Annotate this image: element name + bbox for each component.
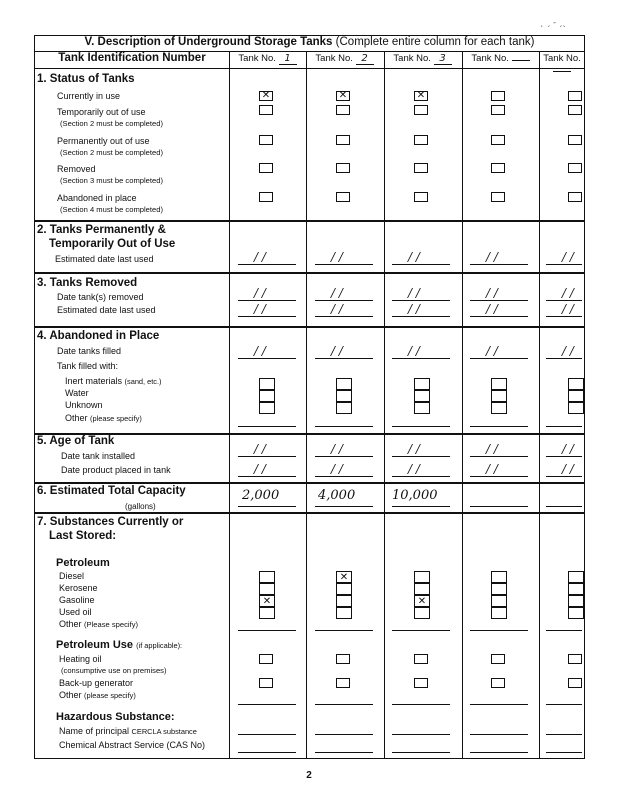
date-product-placed: Date product placed in tank: [61, 465, 171, 475]
date-last-used-value: / /: [331, 302, 343, 316]
date-product-placed-value: / /: [331, 462, 343, 476]
date-last-used-line[interactable]: [392, 264, 450, 265]
capacity-line[interactable]: [315, 506, 373, 507]
petroleum-checkbox[interactable]: [336, 583, 352, 595]
fill-checkbox[interactable]: [491, 378, 507, 390]
petroleum-other-line[interactable]: [470, 630, 528, 631]
petroleum-checkbox[interactable]: [259, 607, 275, 619]
status-checkbox[interactable]: [414, 192, 428, 202]
hazardous-field-line[interactable]: [315, 734, 373, 735]
status-checkbox[interactable]: [336, 163, 350, 173]
petroleum-checkbox[interactable]: [259, 583, 275, 595]
date-filled-line[interactable]: [546, 358, 582, 359]
date-product-placed-value: / /: [486, 462, 498, 476]
fill-checkbox[interactable]: [259, 390, 275, 402]
date-product-placed-line[interactable]: [392, 476, 450, 477]
date-installed-value: / /: [408, 442, 420, 456]
status-note: (Section 2 must be completed): [60, 148, 163, 157]
check-mark: ✕: [262, 596, 272, 607]
date-installed-line[interactable]: [546, 456, 582, 457]
status-checkbox[interactable]: [414, 135, 428, 145]
status-note: (Section 2 must be completed): [60, 119, 163, 128]
fill-checkbox[interactable]: [336, 378, 352, 390]
form-title-instruction: (Complete entire column for each tank): [335, 36, 535, 48]
use-other: Other (please specify): [59, 690, 136, 700]
date-last-used-line[interactable]: [238, 264, 296, 265]
section-7-heading: 7. Substances Currently or: [37, 516, 184, 528]
date-product-placed-value: / /: [562, 462, 574, 476]
capacity-line[interactable]: [238, 506, 296, 507]
tank-column-header: Tank No. 1: [229, 53, 306, 65]
date-filled-value: / /: [562, 344, 574, 358]
petroleum-use-checkbox[interactable]: [336, 678, 350, 688]
date-product-placed-line[interactable]: [470, 476, 528, 477]
date-tank-installed: Date tank installed: [61, 451, 136, 461]
fill-water: Water: [65, 388, 89, 398]
column-divider: [384, 51, 385, 759]
petroleum-use-checkbox[interactable]: [336, 654, 350, 664]
fill-checkbox[interactable]: [491, 402, 507, 414]
tank-filled-with: Tank filled with:: [57, 361, 119, 371]
capacity-line[interactable]: [392, 506, 450, 507]
petroleum-checkbox[interactable]: [336, 595, 352, 607]
petroleum-checkbox[interactable]: [336, 607, 352, 619]
column-divider: [229, 51, 230, 759]
fill-checkbox[interactable]: [336, 402, 352, 414]
date-removed-value: / /: [486, 286, 498, 300]
tank-id-header: Tank Identification Number: [58, 52, 206, 64]
petroleum-checkbox[interactable]: [568, 571, 584, 583]
petroleum-checkbox[interactable]: [414, 607, 430, 619]
status-checkbox[interactable]: [568, 91, 582, 101]
hazardous-cas-number: Chemical Abstract Service (CAS No): [59, 740, 206, 750]
date-last-used-line[interactable]: [315, 264, 373, 265]
hazardous-field-line[interactable]: [315, 752, 373, 753]
date-last-used-value: / /: [408, 302, 420, 316]
hazardous-principal-name: Name of principal CERCLA substance: [59, 726, 197, 736]
status-abandoned: Abandoned in place: [57, 193, 137, 203]
date-product-placed-line[interactable]: [238, 476, 296, 477]
capacity-value[interactable]: 2,000: [242, 488, 280, 503]
date-removed-value: / /: [331, 286, 343, 300]
fill-checkbox[interactable]: [568, 378, 584, 390]
date-tanks-filled: Date tanks filled: [57, 346, 122, 356]
hazardous-field-line[interactable]: [392, 752, 450, 753]
status-checkbox[interactable]: [414, 163, 428, 173]
status-checkbox[interactable]: [414, 105, 428, 115]
petroleum-use-checkbox[interactable]: [259, 654, 273, 664]
petroleum-checkbox[interactable]: [414, 583, 430, 595]
capacity-line[interactable]: [546, 506, 582, 507]
petroleum-use-other-line[interactable]: [392, 704, 450, 705]
form-title-bold: V. Description of Underground Storage Tanks: [84, 36, 333, 48]
petroleum-checkbox[interactable]: [491, 595, 507, 607]
status-checkbox[interactable]: [491, 91, 505, 101]
column-divider: [539, 51, 540, 759]
status-checkbox[interactable]: [259, 135, 273, 145]
status-checkbox[interactable]: [568, 192, 582, 202]
date-installed-line[interactable]: [392, 456, 450, 457]
petroleum-use-other-line[interactable]: [315, 704, 373, 705]
tank-column-header: Tank No. 2: [306, 53, 383, 65]
hazardous-field-line[interactable]: [470, 752, 528, 753]
tank-number-field[interactable]: 2: [356, 53, 374, 65]
petroleum-checkbox[interactable]: [568, 583, 584, 595]
status-removed: Removed: [57, 164, 96, 174]
section-5-heading: 5. Age of Tank: [37, 435, 115, 447]
date-filled-line[interactable]: [392, 358, 450, 359]
date-last-used-line[interactable]: [546, 264, 582, 265]
petroleum-gasoline: Gasoline: [59, 595, 95, 605]
petroleum-other-line[interactable]: [238, 630, 296, 631]
use-backup-generator: Back-up generator: [59, 678, 134, 688]
fill-checkbox[interactable]: [568, 402, 584, 414]
petroleum-checkbox[interactable]: [568, 607, 584, 619]
divider: [34, 512, 585, 514]
date-removed-value: / /: [408, 286, 420, 300]
corner-mark: ˎ ˏ - ˏˎ: [540, 18, 567, 27]
date-last-used-line[interactable]: [238, 316, 296, 317]
date-filled-value: / /: [486, 344, 498, 358]
form-title: [34, 36, 585, 48]
petroleum-use-other-line[interactable]: [546, 704, 582, 705]
estimated-date-last-used: Estimated date last used: [57, 305, 156, 315]
petroleum-heading: Petroleum: [56, 557, 110, 569]
status-checkbox[interactable]: [568, 163, 582, 173]
status-checkbox[interactable]: [491, 192, 505, 202]
date-last-used-line[interactable]: [315, 316, 373, 317]
tank-column-header: Tank No.: [539, 53, 585, 75]
date-last-used-value: / /: [408, 250, 420, 264]
divider: [34, 220, 585, 222]
petroleum-use-checkbox[interactable]: [414, 678, 428, 688]
column-divider: [306, 51, 307, 759]
date-installed-value: / /: [486, 442, 498, 456]
status-checkbox[interactable]: [259, 163, 273, 173]
use-heating-note: (consumptive use on premises): [61, 666, 167, 675]
tank-number-field[interactable]: [553, 71, 571, 72]
date-installed-value: / /: [254, 442, 266, 456]
date-installed-value: / /: [331, 442, 343, 456]
petroleum-use-heading: Petroleum Use (if applicable):: [56, 639, 183, 651]
check-mark: ✕: [417, 596, 427, 607]
petroleum-checkbox[interactable]: [491, 571, 507, 583]
section-2-heading: 2. Tanks Permanently &: [37, 224, 166, 236]
date-removed-line[interactable]: [392, 300, 450, 301]
tank-number-field[interactable]: 3: [434, 53, 452, 65]
hazardous-field-line[interactable]: [470, 734, 528, 735]
date-product-placed-value: / /: [254, 462, 266, 476]
date-installed-line[interactable]: [315, 456, 373, 457]
date-last-used-value: / /: [486, 250, 498, 264]
status-note: (Section 3 must be completed): [60, 176, 163, 185]
fill-other-line[interactable]: [546, 426, 582, 427]
date-product-placed-line[interactable]: [315, 476, 373, 477]
date-product-placed-line[interactable]: [546, 476, 582, 477]
status-checkbox[interactable]: [491, 105, 505, 115]
hazardous-field-line[interactable]: [238, 734, 296, 735]
petroleum-other-line[interactable]: [392, 630, 450, 631]
estimated-date-last-used: Estimated date last used: [55, 254, 154, 264]
petroleum-other-line[interactable]: [546, 630, 582, 631]
fill-unknown: Unknown: [65, 400, 103, 410]
section-1-heading: 1. Status of Tanks: [37, 73, 135, 85]
date-filled-value: / /: [331, 344, 343, 358]
status-checkbox[interactable]: [568, 135, 582, 145]
page-number: 2: [306, 770, 312, 781]
date-removed-line[interactable]: [546, 300, 582, 301]
check-mark: ✕: [261, 90, 271, 101]
date-last-used-line[interactable]: [546, 316, 582, 317]
date-removed-line[interactable]: [315, 300, 373, 301]
divider: [34, 68, 585, 69]
tank-number-field[interactable]: [512, 60, 530, 61]
date-removed-line[interactable]: [470, 300, 528, 301]
hazardous-field-line[interactable]: [392, 734, 450, 735]
hazardous-field-line[interactable]: [546, 752, 582, 753]
date-filled-line[interactable]: [238, 358, 296, 359]
fill-checkbox[interactable]: [568, 390, 584, 402]
status-checkbox[interactable]: [336, 192, 350, 202]
status-checkbox[interactable]: [336, 135, 350, 145]
date-filled-value: / /: [408, 344, 420, 358]
petroleum-use-checkbox[interactable]: [491, 654, 505, 664]
status-checkbox[interactable]: [491, 163, 505, 173]
capacity-unit: (gallons): [125, 502, 156, 511]
section-7-heading-line2: Last Stored:: [49, 530, 117, 542]
date-last-used-value: / /: [254, 302, 266, 316]
date-installed-value: / /: [562, 442, 574, 456]
status-currently-in-use: Currently in use: [57, 91, 121, 101]
section-6-heading: 6. Estimated Total Capacity: [37, 485, 186, 497]
date-filled-line[interactable]: [315, 358, 373, 359]
check-mark: ✕: [338, 90, 348, 101]
date-last-used-value: / /: [254, 250, 266, 264]
use-heating-oil: Heating oil: [59, 654, 102, 664]
date-last-used-value: / /: [486, 302, 498, 316]
petroleum-use-other-line[interactable]: [470, 704, 528, 705]
check-mark: ✕: [416, 90, 426, 101]
divider: [34, 433, 585, 435]
divider: [34, 326, 585, 328]
fill-inert-materials: Inert materials (sand, etc.): [65, 376, 162, 386]
fill-checkbox[interactable]: [491, 390, 507, 402]
date-last-used-value: / /: [562, 250, 574, 264]
date-installed-line[interactable]: [238, 456, 296, 457]
status-checkbox[interactable]: [491, 135, 505, 145]
divider: [34, 272, 585, 274]
petroleum-checkbox[interactable]: [259, 571, 275, 583]
date-last-used-value: / /: [562, 302, 574, 316]
date-installed-line[interactable]: [470, 456, 528, 457]
date-tanks-removed: Date tank(s) removed: [57, 292, 144, 302]
status-temporarily-out: Temporarily out of use: [57, 107, 146, 117]
petroleum-checkbox[interactable]: [491, 583, 507, 595]
date-product-placed-value: / /: [408, 462, 420, 476]
date-filled-line[interactable]: [470, 358, 528, 359]
tank-number-field[interactable]: 1: [279, 53, 297, 65]
fill-other: Other (please specify): [65, 413, 142, 423]
fill-checkbox[interactable]: [336, 390, 352, 402]
capacity-value[interactable]: 4,000: [318, 488, 356, 503]
petroleum-use-checkbox[interactable]: [568, 654, 582, 664]
petroleum-used-oil: Used oil: [59, 607, 92, 617]
fill-checkbox[interactable]: [259, 378, 275, 390]
fill-other-line[interactable]: [315, 426, 373, 427]
fill-checkbox[interactable]: [414, 390, 430, 402]
tank-column-header: Tank No. 3: [384, 53, 461, 65]
hazardous-heading: Hazardous Substance:: [56, 711, 175, 723]
status-checkbox[interactable]: [259, 192, 273, 202]
petroleum-use-checkbox[interactable]: [491, 678, 505, 688]
date-removed-value: / /: [254, 286, 266, 300]
petroleum-other-line[interactable]: [315, 630, 373, 631]
hazardous-field-line[interactable]: [238, 752, 296, 753]
date-last-used-line[interactable]: [392, 316, 450, 317]
date-removed-value: / /: [562, 286, 574, 300]
petroleum-checkbox[interactable]: [414, 571, 430, 583]
petroleum-use-other-line[interactable]: [238, 704, 296, 705]
date-filled-value: / /: [254, 344, 266, 358]
status-permanently-out: Permanently out of use: [57, 136, 150, 146]
status-checkbox[interactable]: [336, 105, 350, 115]
petroleum-checkbox[interactable]: [568, 595, 584, 607]
fill-other-line[interactable]: [470, 426, 528, 427]
petroleum-use-checkbox[interactable]: [568, 678, 582, 688]
section-3-heading: 3. Tanks Removed: [37, 277, 138, 289]
date-removed-line[interactable]: [238, 300, 296, 301]
check-mark: ✕: [339, 572, 349, 583]
capacity-value[interactable]: 10,000: [392, 488, 438, 503]
status-note: (Section 4 must be completed): [60, 205, 163, 214]
petroleum-other: Other (Please specify): [59, 619, 139, 629]
petroleum-kerosene: Kerosene: [59, 583, 98, 593]
date-last-used-line[interactable]: [470, 316, 528, 317]
petroleum-use-checkbox[interactable]: [414, 654, 428, 664]
fill-other-line[interactable]: [392, 426, 450, 427]
fill-other-line[interactable]: [238, 426, 296, 427]
date-last-used-line[interactable]: [470, 264, 528, 265]
fill-checkbox[interactable]: [259, 402, 275, 414]
status-checkbox[interactable]: [259, 105, 273, 115]
fill-checkbox[interactable]: [414, 402, 430, 414]
section-4-heading: 4. Abandoned in Place: [37, 330, 160, 342]
column-divider: [462, 51, 463, 759]
hazardous-field-line[interactable]: [546, 734, 582, 735]
petroleum-checkbox[interactable]: [491, 607, 507, 619]
tank-column-header: Tank No.: [462, 53, 539, 64]
petroleum-diesel: Diesel: [59, 571, 85, 581]
status-checkbox[interactable]: [568, 105, 582, 115]
petroleum-use-checkbox[interactable]: [259, 678, 273, 688]
section-2-heading-line2: Temporarily Out of Use: [49, 238, 176, 250]
date-last-used-value: / /: [331, 250, 343, 264]
fill-checkbox[interactable]: [414, 378, 430, 390]
capacity-line[interactable]: [470, 506, 528, 507]
